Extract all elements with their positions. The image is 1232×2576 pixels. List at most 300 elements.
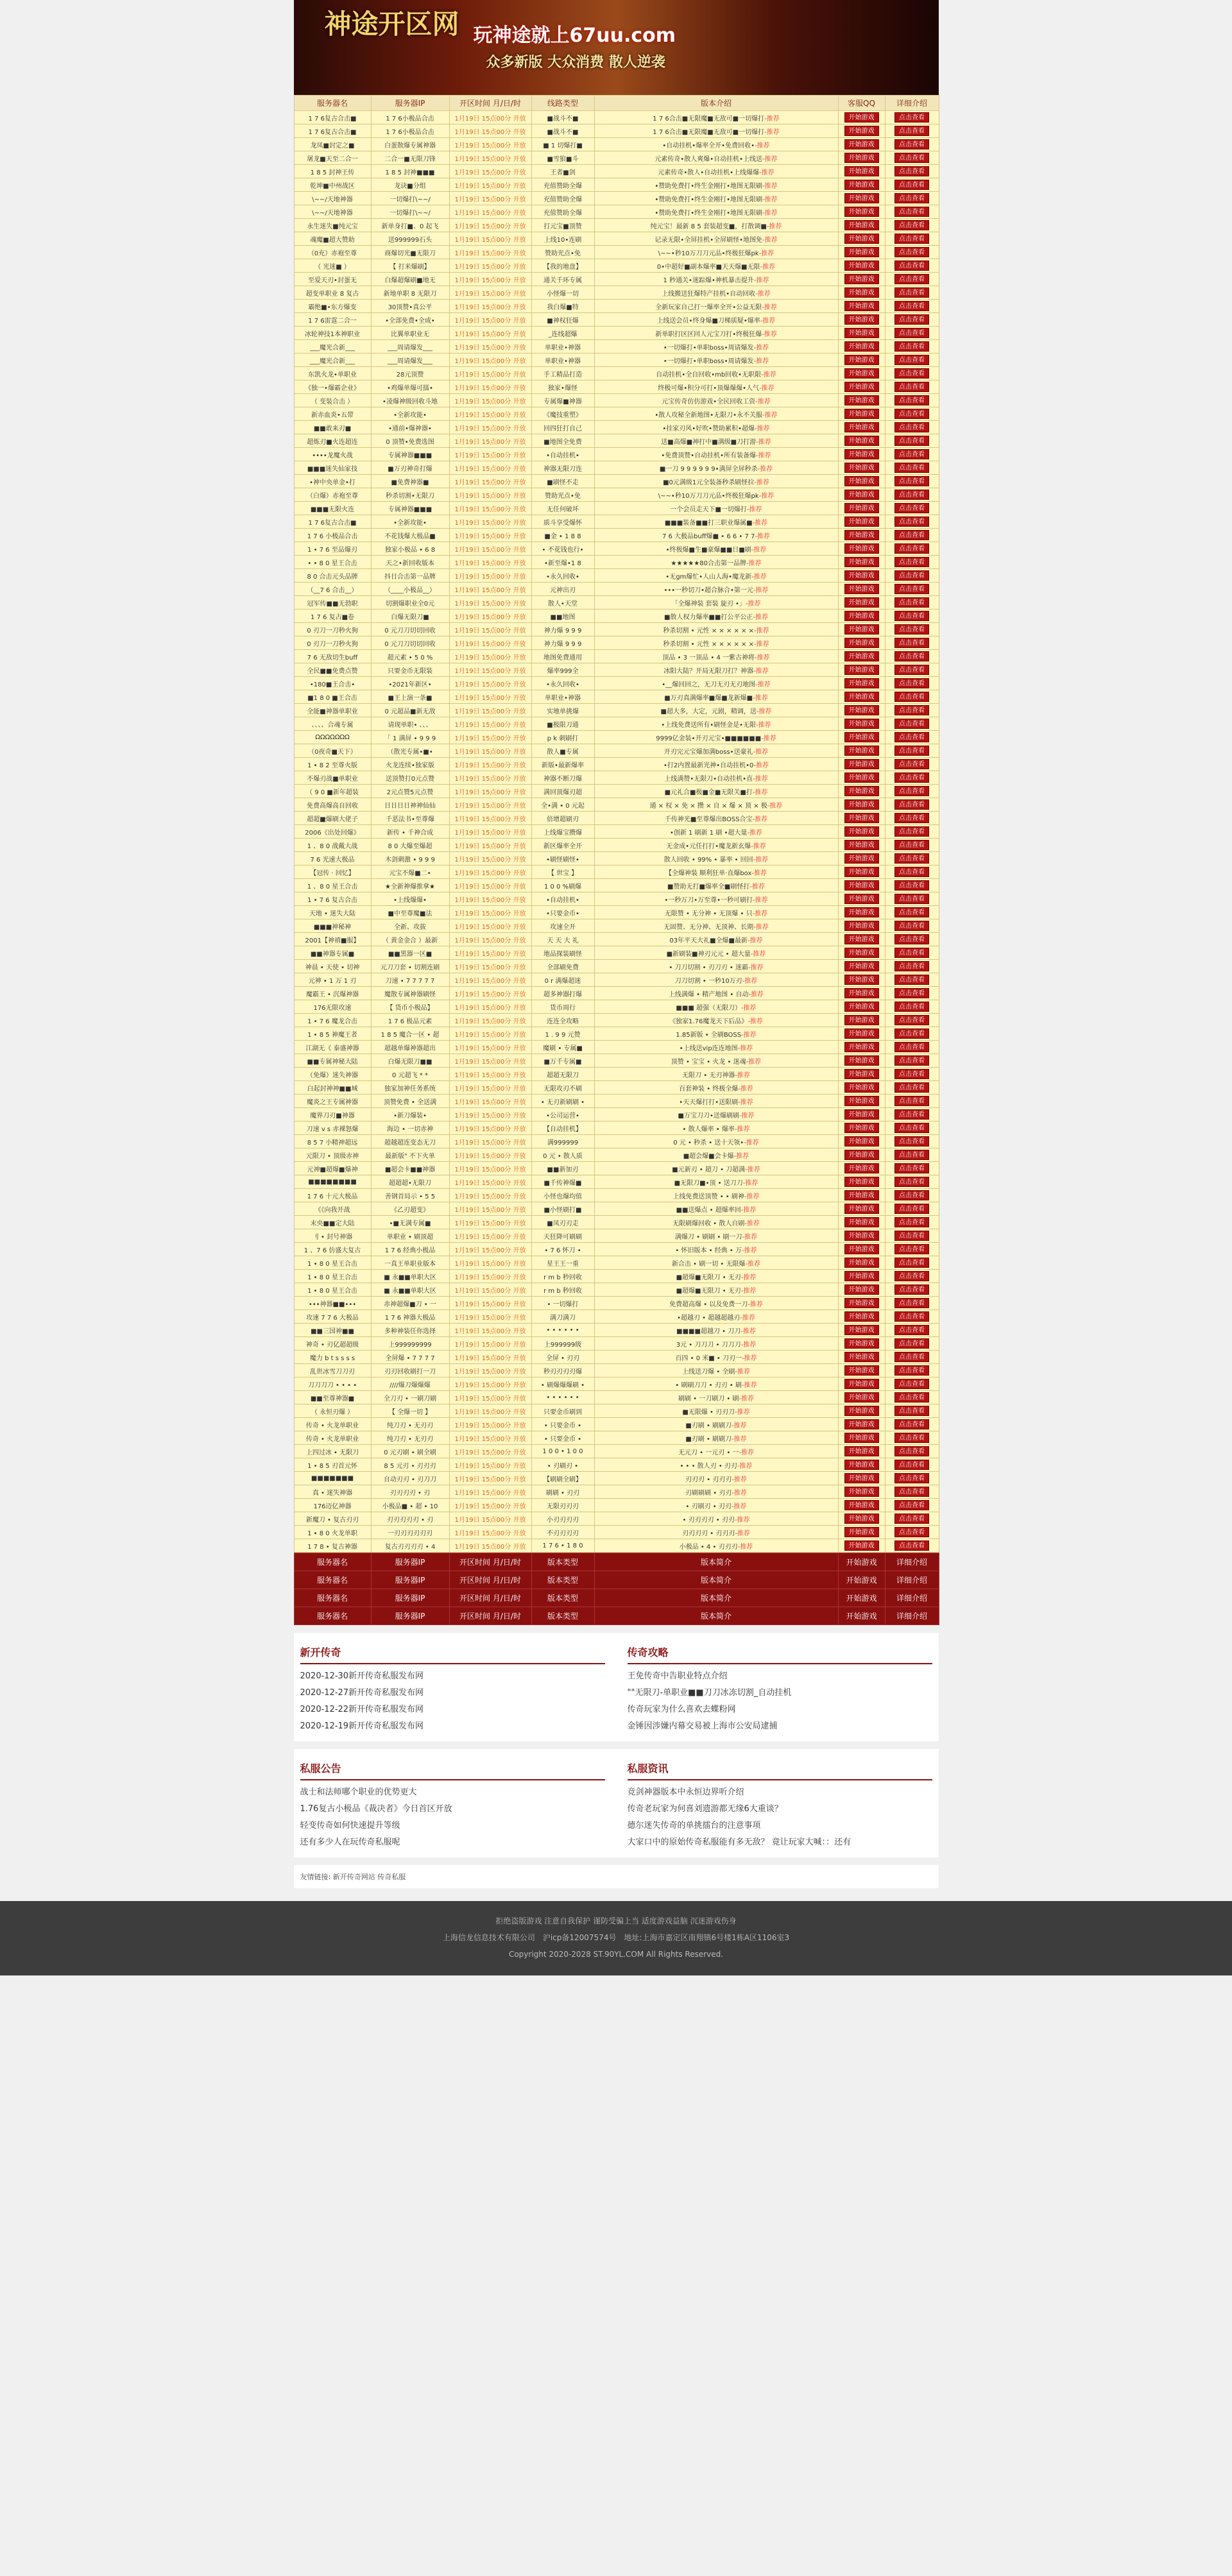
view-detail-button[interactable]: 点击查看 bbox=[894, 166, 929, 176]
view-detail-button[interactable]: 点击查看 bbox=[894, 1217, 929, 1227]
article-link[interactable]: 1.76复古小极品《裁决者》今日首区开放 bbox=[300, 1804, 452, 1814]
start-game-button[interactable]: 开始游戏 bbox=[844, 948, 879, 958]
server-name[interactable]: （ 变装合击 ） bbox=[294, 394, 371, 407]
view-detail-button[interactable]: 点击查看 bbox=[894, 112, 929, 123]
view-detail-button[interactable]: 点击查看 bbox=[894, 1136, 929, 1147]
view-detail-button[interactable]: 点击查看 bbox=[894, 1002, 929, 1012]
server-name[interactable]: 永生迷失■纯元宝 bbox=[294, 219, 371, 232]
start-game-button[interactable]: 开始游戏 bbox=[844, 1217, 879, 1227]
server-name[interactable]: 1 • 8 2 至尊火版 bbox=[294, 758, 371, 771]
start-game-button[interactable]: 开始游戏 bbox=[844, 1392, 879, 1403]
view-detail-button[interactable]: 点击查看 bbox=[894, 907, 929, 917]
view-detail-button[interactable]: 点击查看 bbox=[894, 638, 929, 648]
start-game-button[interactable]: 开始游戏 bbox=[844, 705, 879, 715]
server-name[interactable]: 魂魔■超大赞助 bbox=[294, 232, 371, 246]
start-game-button[interactable]: 开始游戏 bbox=[844, 772, 879, 783]
server-name[interactable]: 魔界刀刃■神器 bbox=[294, 1108, 371, 1122]
server-name[interactable]: ■■敢来刃■ bbox=[294, 421, 371, 434]
view-detail-button[interactable]: 点击查看 bbox=[894, 1271, 929, 1281]
view-detail-button[interactable]: 点击查看 bbox=[894, 1123, 929, 1133]
server-name[interactable]: 1 • 8 5 神魔王者 bbox=[294, 1027, 371, 1041]
server-name[interactable]: 【冠传 · 回忆】 bbox=[294, 866, 371, 879]
start-game-button[interactable]: 开始游戏 bbox=[844, 1406, 879, 1416]
view-detail-button[interactable]: 点击查看 bbox=[894, 1177, 929, 1187]
start-game-button[interactable]: 开始游戏 bbox=[844, 867, 879, 877]
server-name[interactable]: （ 光迷■ ） bbox=[294, 259, 371, 273]
start-game-button[interactable]: 开始游戏 bbox=[844, 934, 879, 944]
view-detail-button[interactable]: 点击查看 bbox=[894, 705, 929, 715]
view-detail-button[interactable]: 点击查看 bbox=[894, 948, 929, 958]
server-name[interactable]: • • 8 0 星王合击 bbox=[294, 556, 371, 569]
start-game-button[interactable]: 开始游戏 bbox=[844, 1500, 879, 1510]
article-link[interactable]: 2020-12-19新开传奇私服发布网 bbox=[300, 1721, 424, 1731]
view-detail-button[interactable]: 点击查看 bbox=[894, 301, 929, 311]
start-game-button[interactable]: 开始游戏 bbox=[844, 422, 879, 432]
start-game-button[interactable]: 开始游戏 bbox=[844, 1284, 879, 1295]
view-detail-button[interactable]: 点击查看 bbox=[894, 220, 929, 230]
view-detail-button[interactable]: 点击查看 bbox=[894, 126, 929, 136]
start-game-button[interactable]: 开始游戏 bbox=[844, 597, 879, 608]
start-game-button[interactable]: 开始游戏 bbox=[844, 638, 879, 648]
start-game-button[interactable]: 开始游戏 bbox=[844, 314, 879, 325]
view-detail-button[interactable]: 点击查看 bbox=[894, 894, 929, 904]
server-name[interactable]: 元限刀 • 顶级赤神 bbox=[294, 1148, 371, 1162]
view-detail-button[interactable]: 点击查看 bbox=[894, 1069, 929, 1079]
server-name[interactable]: 超炼刃■火连超连 bbox=[294, 434, 371, 448]
start-game-button[interactable]: 开始游戏 bbox=[844, 719, 879, 729]
start-game-button[interactable]: 开始游戏 bbox=[844, 988, 879, 998]
start-game-button[interactable]: 开始游戏 bbox=[844, 1419, 879, 1429]
server-name[interactable]: 上四过冰 • 无限刀 bbox=[294, 1445, 371, 1458]
server-name[interactable]: 至爱天刃•封蛋无 bbox=[294, 273, 371, 286]
start-game-button[interactable]: 开始游戏 bbox=[844, 1514, 879, 1524]
start-game-button[interactable]: 开始游戏 bbox=[844, 1177, 879, 1187]
view-detail-button[interactable]: 点击查看 bbox=[894, 921, 929, 931]
server-name[interactable]: 传奇 • 火龙单职业 bbox=[294, 1431, 371, 1445]
start-game-button[interactable]: 开始游戏 bbox=[844, 1244, 879, 1254]
server-name[interactable]: 新魔刀 • 复古刃刃 bbox=[294, 1512, 371, 1526]
server-name[interactable]: 乾坤■中州战区 bbox=[294, 178, 371, 192]
view-detail-button[interactable]: 点击查看 bbox=[894, 1244, 929, 1254]
start-game-button[interactable]: 开始游戏 bbox=[844, 1163, 879, 1173]
server-name[interactable]: 冠军传■■无勃职 bbox=[294, 596, 371, 610]
article-link[interactable]: 传奇老玩家为何喜刘遗游都无缘6大重谈？ bbox=[627, 1804, 783, 1814]
start-game-button[interactable]: 开始游戏 bbox=[844, 1042, 879, 1052]
server-name[interactable]: 0 刃刀一刀秒火狗 bbox=[294, 636, 371, 650]
view-detail-button[interactable]: 点击查看 bbox=[894, 1460, 929, 1470]
server-name[interactable]: 7 6 光速大极品 bbox=[294, 852, 371, 866]
server-name[interactable]: 1 • 8 0 火龙单职 bbox=[294, 1526, 371, 1539]
start-game-button[interactable]: 开始游戏 bbox=[844, 584, 879, 594]
server-name[interactable]: 0 刃刀一刀秒火狗 bbox=[294, 623, 371, 636]
view-detail-button[interactable]: 点击查看 bbox=[894, 368, 929, 379]
server-name[interactable]: ΩΩΩΩΩΩΩ bbox=[294, 731, 371, 744]
start-game-button[interactable]: 开始游戏 bbox=[844, 234, 879, 244]
start-game-button[interactable]: 开始游戏 bbox=[844, 180, 879, 190]
start-game-button[interactable]: 开始游戏 bbox=[844, 570, 879, 581]
server-name[interactable]: 天地 • 迷失大陆 bbox=[294, 906, 371, 919]
start-game-button[interactable]: 开始游戏 bbox=[844, 894, 879, 904]
view-detail-button[interactable]: 点击查看 bbox=[894, 1284, 929, 1295]
server-name[interactable]: 1 7 6复古合击■ bbox=[294, 124, 371, 138]
view-detail-button[interactable]: 点击查看 bbox=[894, 1527, 929, 1537]
view-detail-button[interactable]: 点击查看 bbox=[894, 746, 929, 756]
article-link[interactable]: 还有多少人在玩传奇私服呢 bbox=[300, 1838, 400, 1847]
start-game-button[interactable]: 开始游戏 bbox=[844, 1446, 879, 1456]
view-detail-button[interactable]: 点击查看 bbox=[894, 853, 929, 864]
view-detail-button[interactable]: 点击查看 bbox=[894, 651, 929, 661]
site-logo[interactable]: 神途开区网 bbox=[324, 8, 459, 40]
server-name[interactable]: ■■■无限火连 bbox=[294, 502, 371, 515]
server-name[interactable]: ___魔光合新___ bbox=[294, 340, 371, 354]
start-game-button[interactable]: 开始游戏 bbox=[844, 1460, 879, 1470]
start-game-button[interactable]: 开始游戏 bbox=[844, 207, 879, 217]
view-detail-button[interactable]: 点击查看 bbox=[894, 180, 929, 190]
start-game-button[interactable]: 开始游戏 bbox=[844, 651, 879, 661]
start-game-button[interactable]: 开始游戏 bbox=[844, 853, 879, 864]
server-name[interactable]: 176迈亿神器 bbox=[294, 1499, 371, 1512]
server-name[interactable]: 1 、7 6 仿盛大复古 bbox=[294, 1243, 371, 1256]
start-game-button[interactable]: 开始游戏 bbox=[844, 1096, 879, 1106]
start-game-button[interactable]: 开始游戏 bbox=[844, 1150, 879, 1160]
start-game-button[interactable]: 开始游戏 bbox=[844, 921, 879, 931]
article-link[interactable]: 2020-12-22新开传奇私服发布网 bbox=[300, 1705, 424, 1714]
server-name[interactable]: 刂 • 封号神器 bbox=[294, 1229, 371, 1243]
start-game-button[interactable]: 开始游戏 bbox=[844, 557, 879, 567]
start-game-button[interactable]: 开始游戏 bbox=[844, 1109, 879, 1120]
start-game-button[interactable]: 开始游戏 bbox=[844, 1311, 879, 1322]
start-game-button[interactable]: 开始游戏 bbox=[844, 813, 879, 823]
view-detail-button[interactable]: 点击查看 bbox=[894, 1392, 929, 1403]
view-detail-button[interactable]: 点击查看 bbox=[894, 1096, 929, 1106]
server-name[interactable]: 传奇 • 火龙单职业 bbox=[294, 1418, 371, 1431]
view-detail-button[interactable]: 点击查看 bbox=[894, 382, 929, 392]
start-game-button[interactable]: 开始游戏 bbox=[844, 1231, 879, 1241]
view-detail-button[interactable]: 点击查看 bbox=[894, 234, 929, 244]
server-name[interactable]: 1 7 6 小极品合击 bbox=[294, 529, 371, 542]
server-name[interactable]: ■■专属神秘大陆 bbox=[294, 1054, 371, 1068]
server-name[interactable]: 《《向我开战 bbox=[294, 1202, 371, 1216]
server-name[interactable]: 江湖无《 泰盛神器 bbox=[294, 1041, 371, 1054]
server-name[interactable]: 1 • 8 0 星王合击 bbox=[294, 1256, 371, 1270]
view-detail-button[interactable]: 点击查看 bbox=[894, 1365, 929, 1376]
view-detail-button[interactable]: 点击查看 bbox=[894, 1204, 929, 1214]
server-name[interactable]: 8 0 合击元头品牌 bbox=[294, 569, 371, 583]
server-name[interactable]: （ 永恒刃爆 ） bbox=[294, 1404, 371, 1418]
view-detail-button[interactable]: 点击查看 bbox=[894, 1352, 929, 1362]
server-name[interactable]: 冰轮神技1本神职业 bbox=[294, 327, 371, 340]
start-game-button[interactable]: 开始游戏 bbox=[844, 341, 879, 352]
server-name[interactable]: 免费高爆高自回收 bbox=[294, 798, 371, 812]
view-detail-button[interactable]: 点击查看 bbox=[894, 1258, 929, 1268]
view-detail-button[interactable]: 点击查看 bbox=[894, 1325, 929, 1335]
view-detail-button[interactable]: 点击查看 bbox=[894, 1298, 929, 1308]
view-detail-button[interactable]: 点击查看 bbox=[894, 611, 929, 621]
view-detail-button[interactable]: 点击查看 bbox=[894, 570, 929, 581]
start-game-button[interactable]: 开始游戏 bbox=[844, 1298, 879, 1308]
view-detail-button[interactable]: 点击查看 bbox=[894, 1150, 929, 1160]
view-detail-button[interactable]: 点击查看 bbox=[894, 1446, 929, 1456]
view-detail-button[interactable]: 点击查看 bbox=[894, 880, 929, 891]
view-detail-button[interactable]: 点击查看 bbox=[894, 274, 929, 284]
view-detail-button[interactable]: 点击查看 bbox=[894, 422, 929, 432]
start-game-button[interactable]: 开始游戏 bbox=[844, 1258, 879, 1268]
view-detail-button[interactable]: 点击查看 bbox=[894, 436, 929, 446]
start-game-button[interactable]: 开始游戏 bbox=[844, 436, 879, 446]
view-detail-button[interactable]: 点击查看 bbox=[894, 260, 929, 271]
view-detail-button[interactable]: 点击查看 bbox=[894, 341, 929, 352]
view-detail-button[interactable]: 点击查看 bbox=[894, 530, 929, 540]
view-detail-button[interactable]: 点击查看 bbox=[894, 1473, 929, 1483]
server-name[interactable]: ■1 8 0 ■王合击 bbox=[294, 690, 371, 704]
start-game-button[interactable]: 开始游戏 bbox=[844, 611, 879, 621]
server-name[interactable]: 1 • 8 0 星王合击 bbox=[294, 1283, 371, 1297]
view-detail-button[interactable]: 点击查看 bbox=[894, 503, 929, 513]
view-detail-button[interactable]: 点击查看 bbox=[894, 193, 929, 203]
start-game-button[interactable]: 开始游戏 bbox=[844, 328, 879, 338]
view-detail-button[interactable]: 点击查看 bbox=[894, 665, 929, 675]
start-game-button[interactable]: 开始游戏 bbox=[844, 1540, 879, 1551]
start-game-button[interactable]: 开始游戏 bbox=[844, 1487, 879, 1497]
server-name[interactable]: 魔霸王 • 沉爆神器 bbox=[294, 987, 371, 1000]
start-game-button[interactable]: 开始游戏 bbox=[844, 220, 879, 230]
server-name[interactable]: ■■三国神■■ bbox=[294, 1324, 371, 1337]
view-detail-button[interactable]: 点击查看 bbox=[894, 207, 929, 217]
article-link[interactable]: 2020-12-27新开传奇私服发布网 bbox=[300, 1688, 424, 1698]
view-detail-button[interactable]: 点击查看 bbox=[894, 584, 929, 594]
view-detail-button[interactable]: 点击查看 bbox=[894, 732, 929, 742]
view-detail-button[interactable]: 点击查看 bbox=[894, 759, 929, 769]
view-detail-button[interactable]: 点击查看 bbox=[894, 624, 929, 635]
server-name[interactable]: （免爆）迷失神器 bbox=[294, 1068, 371, 1081]
server-name[interactable]: 8 5 7 小精神超远 bbox=[294, 1135, 371, 1148]
server-name[interactable]: 7 6 无敌切生buff bbox=[294, 650, 371, 663]
view-detail-button[interactable]: 点击查看 bbox=[894, 1433, 929, 1443]
view-detail-button[interactable]: 点击查看 bbox=[894, 1487, 929, 1497]
server-name[interactable]: 全能■神器单职业 bbox=[294, 704, 371, 717]
view-detail-button[interactable]: 点击查看 bbox=[894, 395, 929, 405]
server-name[interactable]: ■■至尊神器■ bbox=[294, 1391, 371, 1404]
start-game-button[interactable]: 开始游戏 bbox=[844, 1002, 879, 1012]
view-detail-button[interactable]: 点击查看 bbox=[894, 1028, 929, 1039]
view-detail-button[interactable]: 点击查看 bbox=[894, 1406, 929, 1416]
server-name[interactable]: ■■■■■■■ bbox=[294, 1472, 371, 1485]
view-detail-button[interactable]: 点击查看 bbox=[894, 786, 929, 796]
server-name[interactable]: ■■■神秘神 bbox=[294, 919, 371, 933]
view-detail-button[interactable]: 点击查看 bbox=[894, 692, 929, 702]
view-detail-button[interactable]: 点击查看 bbox=[894, 1055, 929, 1066]
start-game-button[interactable]: 开始游戏 bbox=[844, 287, 879, 298]
server-name[interactable]: 1 • 7 6 魔龙合击 bbox=[294, 1014, 371, 1027]
start-game-button[interactable]: 开始游戏 bbox=[844, 1379, 879, 1389]
view-detail-button[interactable]: 点击查看 bbox=[894, 1163, 929, 1173]
view-detail-button[interactable]: 点击查看 bbox=[894, 1042, 929, 1052]
server-name[interactable]: （0充）赤袍至尊 bbox=[294, 246, 371, 259]
start-game-button[interactable]: 开始游戏 bbox=[844, 1338, 879, 1349]
server-name[interactable]: 刀速 v s 赤裸怒爆 bbox=[294, 1122, 371, 1135]
server-name[interactable]: ___魔光合新___ bbox=[294, 354, 371, 367]
start-game-button[interactable]: 开始游戏 bbox=[844, 1352, 879, 1362]
start-game-button[interactable]: 开始游戏 bbox=[844, 1473, 879, 1483]
server-name[interactable]: 刀刀刀刀 • • • • bbox=[294, 1378, 371, 1391]
view-detail-button[interactable]: 点击查看 bbox=[894, 490, 929, 500]
server-name[interactable]: \~~/天地神器 bbox=[294, 205, 371, 219]
server-name[interactable]: ■■■■■■■■ bbox=[294, 1175, 371, 1189]
server-name[interactable]: 白起封神神■■城 bbox=[294, 1081, 371, 1095]
server-name[interactable]: 霸绝■•东方爆变 bbox=[294, 300, 371, 313]
article-link[interactable]: 战士和法师哪个职业的优势更大 bbox=[300, 1787, 417, 1797]
server-name[interactable]: 神晨 • 天使 • 切神 bbox=[294, 960, 371, 973]
view-detail-button[interactable]: 点击查看 bbox=[894, 1540, 929, 1551]
server-name[interactable]: 1 8 5 封神王传 bbox=[294, 165, 371, 178]
view-detail-button[interactable]: 点击查看 bbox=[894, 678, 929, 688]
view-detail-button[interactable]: 点击查看 bbox=[894, 961, 929, 971]
start-game-button[interactable]: 开始游戏 bbox=[844, 732, 879, 742]
start-game-button[interactable]: 开始游戏 bbox=[844, 516, 879, 527]
view-detail-button[interactable]: 点击查看 bbox=[894, 719, 929, 729]
server-name[interactable]: 1 7 6 复古■卷 bbox=[294, 610, 371, 623]
start-game-button[interactable]: 开始游戏 bbox=[844, 449, 879, 459]
start-game-button[interactable]: 开始游戏 bbox=[844, 503, 879, 513]
view-detail-button[interactable]: 点击查看 bbox=[894, 799, 929, 810]
view-detail-button[interactable]: 点击查看 bbox=[894, 1338, 929, 1349]
server-name[interactable]: •••神器■■••• bbox=[294, 1297, 371, 1310]
server-name[interactable]: 1 7 6复古合击■ bbox=[294, 515, 371, 529]
start-game-button[interactable]: 开始游戏 bbox=[844, 166, 879, 176]
server-name[interactable]: 、、、、合魂专属 bbox=[294, 717, 371, 731]
start-game-button[interactable]: 开始游戏 bbox=[844, 476, 879, 486]
start-game-button[interactable]: 开始游戏 bbox=[844, 665, 879, 675]
start-game-button[interactable]: 开始游戏 bbox=[844, 1028, 879, 1039]
view-detail-button[interactable]: 点击查看 bbox=[894, 867, 929, 877]
article-link[interactable]: 王免传奇中告职业特点介绍 bbox=[627, 1671, 728, 1681]
view-detail-button[interactable]: 点击查看 bbox=[894, 1500, 929, 1510]
start-game-button[interactable]: 开始游戏 bbox=[844, 975, 879, 985]
start-game-button[interactable]: 开始游戏 bbox=[844, 961, 879, 971]
server-name[interactable]: 攻速 7 7 6 大极品 bbox=[294, 1310, 371, 1324]
article-link[interactable]: ""无限刀-单职业■■刀刀冰冻切割_自动挂机 bbox=[627, 1688, 792, 1698]
view-detail-button[interactable]: 点击查看 bbox=[894, 1514, 929, 1524]
start-game-button[interactable]: 开始游戏 bbox=[844, 301, 879, 311]
server-name[interactable]: 乱世冰雪刀刀刃 bbox=[294, 1364, 371, 1378]
start-game-button[interactable]: 开始游戏 bbox=[844, 463, 879, 473]
server-name[interactable]: \~~/天地神器 bbox=[294, 192, 371, 205]
view-detail-button[interactable]: 点击查看 bbox=[894, 1231, 929, 1241]
start-game-button[interactable]: 开始游戏 bbox=[844, 1204, 879, 1214]
start-game-button[interactable]: 开始游戏 bbox=[844, 260, 879, 271]
start-game-button[interactable]: 开始游戏 bbox=[844, 1015, 879, 1025]
start-game-button[interactable]: 开始游戏 bbox=[844, 543, 879, 554]
start-game-button[interactable]: 开始游戏 bbox=[844, 1190, 879, 1200]
view-detail-button[interactable]: 点击查看 bbox=[894, 975, 929, 985]
server-name[interactable]: 东凯火龙•单职业 bbox=[294, 367, 371, 380]
start-game-button[interactable]: 开始游戏 bbox=[844, 355, 879, 365]
start-game-button[interactable]: 开始游戏 bbox=[844, 193, 879, 203]
server-name[interactable]: 《独一•爆霸企业》 bbox=[294, 380, 371, 394]
view-detail-button[interactable]: 点击查看 bbox=[894, 772, 929, 783]
server-name[interactable]: 真 • 迷失神器 bbox=[294, 1485, 371, 1499]
view-detail-button[interactable]: 点击查看 bbox=[894, 988, 929, 998]
view-detail-button[interactable]: 点击查看 bbox=[894, 840, 929, 850]
start-game-button[interactable]: 开始游戏 bbox=[844, 247, 879, 257]
server-name[interactable]: 1 、8 0 星王合击 bbox=[294, 879, 371, 892]
start-game-button[interactable]: 开始游戏 bbox=[844, 786, 879, 796]
server-name[interactable]: •神中央单金•打 bbox=[294, 475, 371, 488]
view-detail-button[interactable]: 点击查看 bbox=[894, 449, 929, 459]
view-detail-button[interactable]: 点击查看 bbox=[894, 153, 929, 163]
start-game-button[interactable]: 开始游戏 bbox=[844, 530, 879, 540]
view-detail-button[interactable]: 点击查看 bbox=[894, 314, 929, 325]
server-name[interactable]: 全民■■免费点赞 bbox=[294, 663, 371, 677]
view-detail-button[interactable]: 点击查看 bbox=[894, 1190, 929, 1200]
server-name[interactable]: 龙凤■封定之■ bbox=[294, 138, 371, 151]
start-game-button[interactable]: 开始游戏 bbox=[844, 368, 879, 379]
article-link[interactable]: 德尔迷失传奇的单挑擂台的注意事项 bbox=[627, 1821, 761, 1830]
view-detail-button[interactable]: 点击查看 bbox=[894, 328, 929, 338]
start-game-button[interactable]: 开始游戏 bbox=[844, 1325, 879, 1335]
view-detail-button[interactable]: 点击查看 bbox=[894, 557, 929, 567]
view-detail-button[interactable]: 点击查看 bbox=[894, 287, 929, 298]
start-game-button[interactable]: 开始游戏 bbox=[844, 112, 879, 123]
start-game-button[interactable]: 开始游戏 bbox=[844, 1055, 879, 1066]
server-name[interactable]: ■■神器专属■ bbox=[294, 946, 371, 960]
server-name[interactable]: 1 7 6 十元大极品 bbox=[294, 1189, 371, 1202]
start-game-button[interactable]: 开始游戏 bbox=[844, 1527, 879, 1537]
server-name[interactable]: （__7 6 合击__） bbox=[294, 583, 371, 596]
article-link[interactable]: 大家口中的原始传奇私服能有多无敌？ 竟让玩家大喊：：还有 bbox=[627, 1838, 851, 1847]
server-name[interactable]: 元神■超爆■爆神 bbox=[294, 1162, 371, 1175]
start-game-button[interactable]: 开始游戏 bbox=[844, 907, 879, 917]
start-game-button[interactable]: 开始游戏 bbox=[844, 409, 879, 419]
view-detail-button[interactable]: 点击查看 bbox=[894, 1082, 929, 1093]
view-detail-button[interactable]: 点击查看 bbox=[894, 139, 929, 149]
start-game-button[interactable]: 开始游戏 bbox=[844, 153, 879, 163]
start-game-button[interactable]: 开始游戏 bbox=[844, 880, 879, 891]
start-game-button[interactable]: 开始游戏 bbox=[844, 274, 879, 284]
server-name[interactable]: 2006《出处回爆》 bbox=[294, 825, 371, 839]
server-name[interactable]: ■■■迷失仙家技 bbox=[294, 461, 371, 475]
server-name[interactable]: 176无限攻速 bbox=[294, 1000, 371, 1014]
start-game-button[interactable]: 开始游戏 bbox=[844, 678, 879, 688]
start-game-button[interactable]: 开始游戏 bbox=[844, 759, 879, 769]
server-name[interactable]: 超变单职业 8 复古 bbox=[294, 286, 371, 300]
view-detail-button[interactable]: 点击查看 bbox=[894, 1311, 929, 1322]
server-name[interactable]: 魔炎之王专属神器 bbox=[294, 1095, 371, 1108]
server-name[interactable]: 1 • 8 0 星王合击 bbox=[294, 1270, 371, 1283]
server-name[interactable]: 新赤血炎•五带 bbox=[294, 407, 371, 421]
start-game-button[interactable]: 开始游戏 bbox=[844, 826, 879, 837]
server-name[interactable]: 神奇 • 刃亿超超级 bbox=[294, 1337, 371, 1351]
start-game-button[interactable]: 开始游戏 bbox=[844, 1069, 879, 1079]
article-link[interactable]: 轻变传奇如何快速提升等级 bbox=[300, 1821, 400, 1830]
start-game-button[interactable]: 开始游戏 bbox=[844, 490, 879, 500]
server-name[interactable]: 1 • 7 6 复古合击 bbox=[294, 892, 371, 906]
start-game-button[interactable]: 开始游戏 bbox=[844, 799, 879, 810]
view-detail-button[interactable]: 点击查看 bbox=[894, 826, 929, 837]
view-detail-button[interactable]: 点击查看 bbox=[894, 934, 929, 944]
start-game-button[interactable]: 开始游戏 bbox=[844, 395, 879, 405]
start-game-button[interactable]: 开始游戏 bbox=[844, 1136, 879, 1147]
server-name[interactable]: 1 7 8 • 复古神器 bbox=[294, 1539, 371, 1553]
view-detail-button[interactable]: 点击查看 bbox=[894, 409, 929, 419]
view-detail-button[interactable]: 点击查看 bbox=[894, 1419, 929, 1429]
start-game-button[interactable]: 开始游戏 bbox=[844, 746, 879, 756]
article-link[interactable]: 金锤因涉嫌内幕交易被上海市公安局逮捕 bbox=[627, 1721, 778, 1731]
friend-links-items[interactable]: 新开传奇网站 传奇私服 bbox=[332, 1873, 406, 1881]
server-name[interactable]: 1 、8 0 战戴大战 bbox=[294, 839, 371, 852]
server-name[interactable]: （ 9 0 ■新年超装 bbox=[294, 785, 371, 798]
view-detail-button[interactable]: 点击查看 bbox=[894, 1015, 929, 1025]
